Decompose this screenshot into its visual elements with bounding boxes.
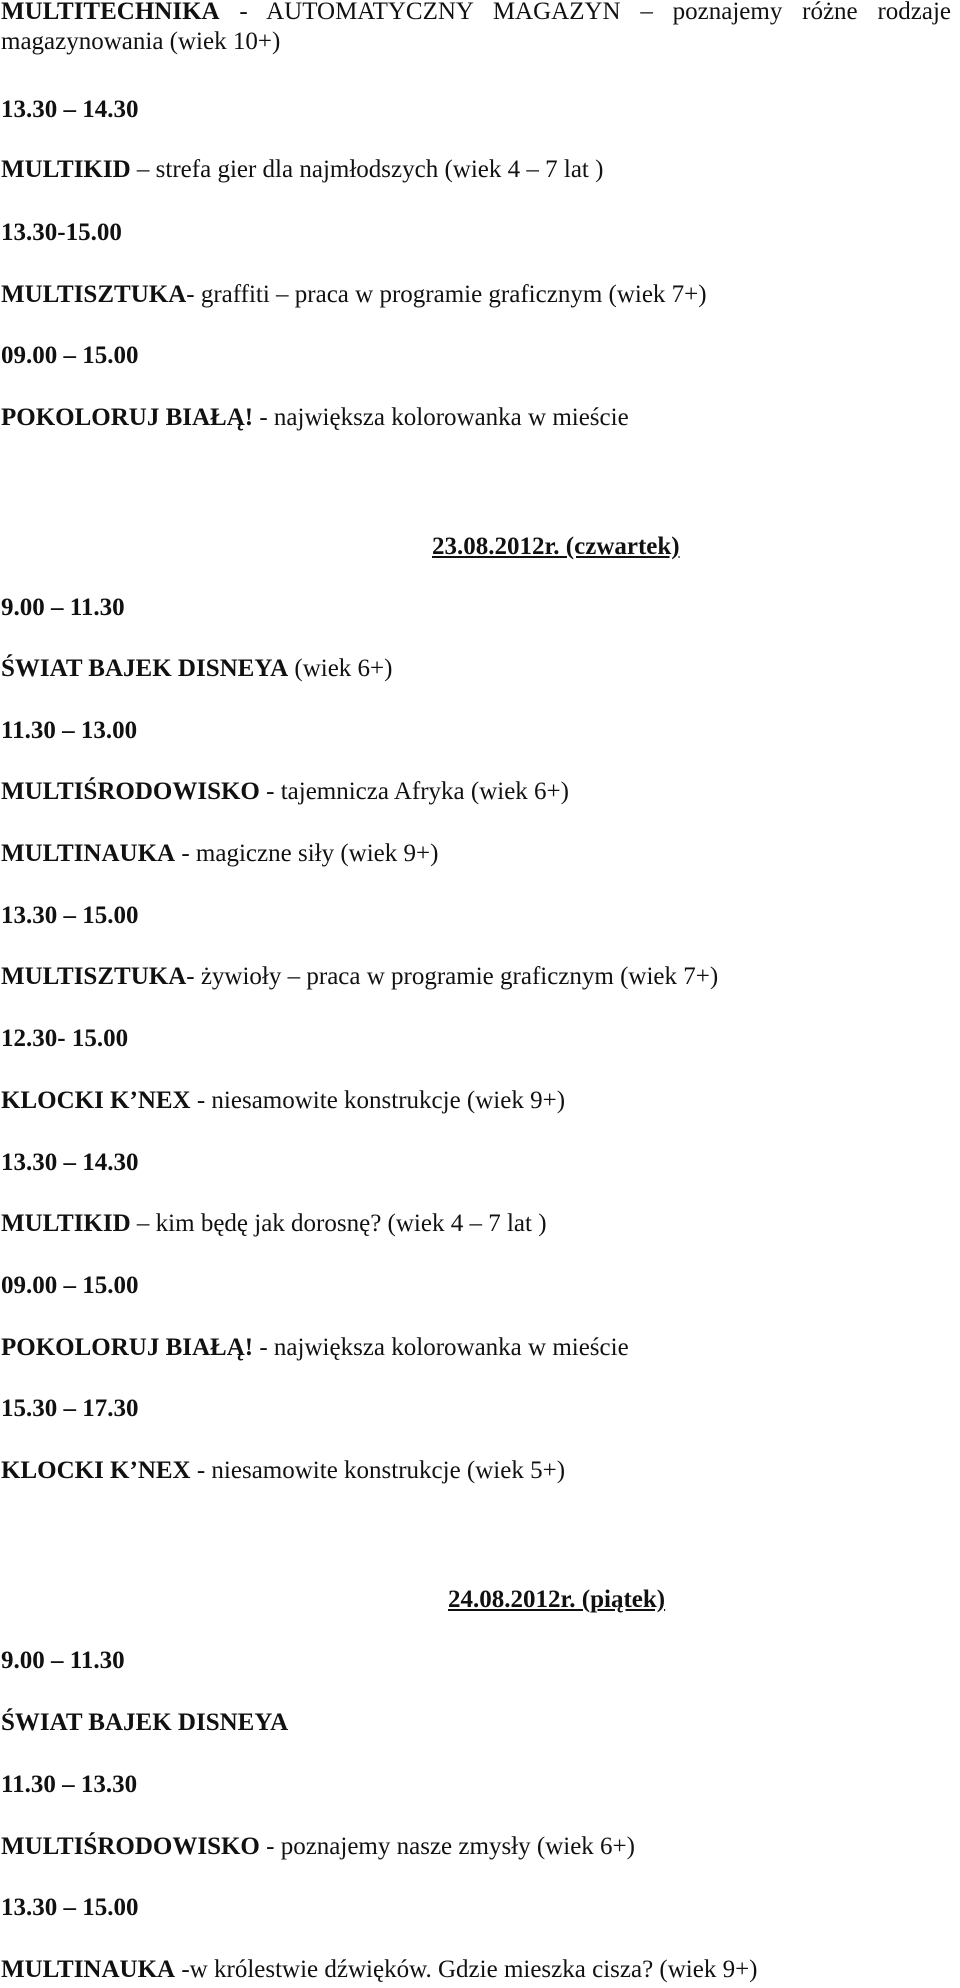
event-multisrodowisko (1, 1832, 635, 1862)
time-slot: 13.30 – 14.30 (1, 96, 139, 123)
event-title: MULTINAUKA (1, 1956, 176, 1983)
event-swiat-bajek (1, 1708, 288, 1738)
event-title: KLOCKI K’NEX (1, 1457, 191, 1484)
event-description: (wiek 6+) (288, 655, 393, 682)
event-description: - poznajemy nasze zmysły (wiek 6+) (259, 1833, 635, 1860)
event-description: - magiczne siły (wiek 9+) (175, 840, 439, 867)
time-slot: 13.30 – 15.00 (1, 1894, 139, 1921)
event-multikid (1, 1209, 547, 1239)
event-pokoloruj (1, 403, 629, 433)
event-title: POKOLORUJ BIAŁĄ! (1, 1334, 254, 1361)
event-klocki-knex (1, 1456, 565, 1486)
event-title: MULTISZTUKA (1, 963, 187, 990)
time-slot: 9.00 – 11.30 (1, 594, 125, 621)
event-description: - tajemnicza Afryka (wiek 6+) (259, 778, 569, 805)
event-title: MULTIŚRODOWISKO (1, 778, 260, 805)
event-description: - graffiti – praca w programie graficznym (wiek 7+) (186, 281, 707, 308)
event-title: MULTIŚRODOWISKO (1, 1833, 260, 1860)
time-slot: 09.00 – 15.00 (1, 342, 139, 369)
event-description: - największa kolorowanka w mieście (253, 1334, 629, 1361)
event-title: ŚWIAT BAJEK DISNEYA (1, 655, 289, 682)
day-heading-thursday: 23.08.2012r. (czwartek) (432, 533, 680, 560)
event-description: – kim będę jak dorosnę? (wiek 4 – 7 lat ) (130, 1210, 547, 1237)
event-swiat-bajek (1, 654, 393, 684)
time-slot: 12.30- 15.00 (1, 1025, 129, 1052)
event-title: MULTITECHNIKA (1, 0, 220, 25)
event-title: MULTINAUKA (1, 840, 176, 867)
time-slot: 13.30 – 15.00 (1, 902, 139, 929)
event-klocki-knex (1, 1086, 565, 1116)
event-title: POKOLORUJ BIAŁĄ! (1, 404, 254, 431)
day-heading-friday: 24.08.2012r. (piątek) (448, 1586, 666, 1613)
event-description: - żywioły – praca w programie graficznym (wiek 7+) (186, 963, 719, 990)
event-pokoloruj (1, 1333, 629, 1363)
time-slot: 13.30 – 14.30 (1, 1149, 139, 1176)
time-slot: 11.30 – 13.00 (1, 717, 138, 744)
time-slot: 9.00 – 11.30 (1, 1647, 125, 1674)
time-slot: 13.30-15.00 (1, 219, 122, 246)
event-multinauka (1, 839, 438, 869)
event-description: - niesamowite konstrukcje (wiek 5+) (190, 1457, 566, 1484)
event-title: ŚWIAT BAJEK DISNEYA (1, 1709, 289, 1736)
time-slot: 11.30 – 13.30 (1, 1771, 138, 1798)
event-description: - niesamowite konstrukcje (wiek 9+) (190, 1087, 566, 1114)
event-multitechnika (1, 0, 951, 57)
event-multinauka (1, 1955, 758, 1985)
event-title: KLOCKI K’NEX (1, 1087, 191, 1114)
event-title: MULTIKID (1, 1210, 131, 1237)
event-multikid (1, 155, 603, 185)
event-multisztuka (1, 280, 707, 310)
event-description: - największa kolorowanka w mieście (253, 404, 629, 431)
event-title: MULTIKID (1, 156, 131, 183)
event-description: -w królestwie dźwięków. Gdzie mieszka cisza? (wiek 9+) (175, 1956, 758, 1983)
event-description: – strefa gier dla najmłodszych (wiek 4 – 7 lat ) (130, 156, 604, 183)
event-title: MULTISZTUKA (1, 281, 187, 308)
time-slot: 15.30 – 17.30 (1, 1395, 139, 1422)
time-slot: 09.00 – 15.00 (1, 1272, 139, 1299)
event-multisztuka (1, 962, 718, 992)
event-description: - AUTOMATYCZNY MAGAZYN – poznajemy różne rodzaje magazynowania (wiek 10+) (1, 0, 951, 55)
event-multisrodowisko (1, 777, 569, 807)
